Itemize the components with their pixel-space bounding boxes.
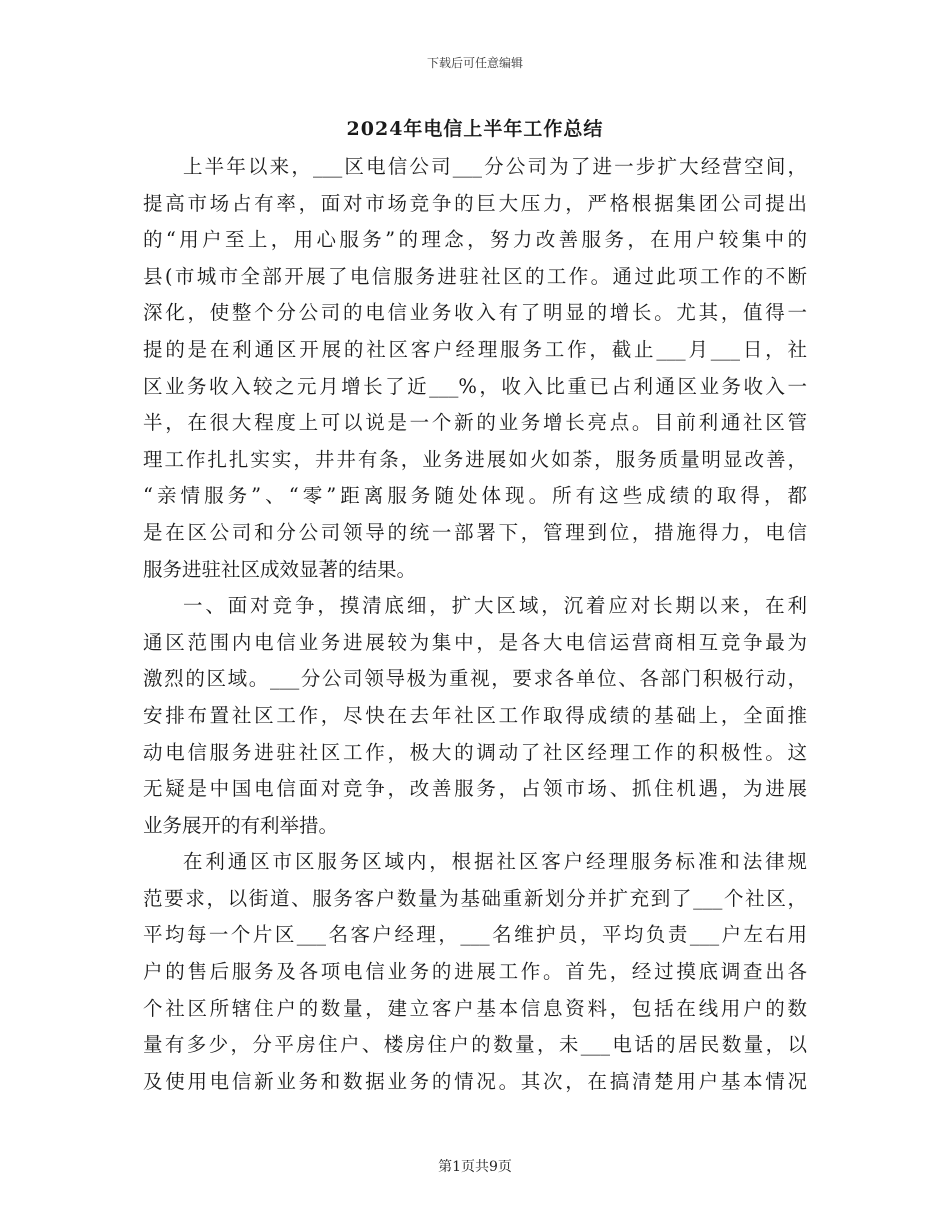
body-line: 区业务收入较之元月增长了近___%，收入比重已占利通区业务收入一 xyxy=(143,374,807,398)
header-note: 下载后可任意编辑 xyxy=(426,56,523,70)
body-line: 动电信服务进驻社区工作，极大的调动了社区经理工作的积极性。这 xyxy=(143,740,807,764)
body-line: “亲情服务”、“零”距离服务随处体现。所有这些成绩的取得，都 xyxy=(143,484,807,508)
body-line: 量有多少，分平房住户、楼房住户的数量，未___电话的居民数量，以 xyxy=(143,1033,807,1057)
body-line: 无疑是中国电信面对竞争，改善服务，占领市场、抓住机遇，为进展 xyxy=(143,777,807,801)
document-title: 2024年电信上半年工作总结 xyxy=(346,118,604,140)
body-line: 激烈的区域。___分公司领导极为重视，要求各单位、各部门积极行动， xyxy=(143,667,807,691)
body-line: 提的是在利通区开展的社区客户经理服务工作，截止___月___日，社 xyxy=(143,337,807,361)
body-line: 通区范围内电信业务进展较为集中，是各大电信运营商相互竞争最为 xyxy=(143,630,807,654)
body-line: 安排布置社区工作，尽快在去年社区工作取得成绩的基础上，全面推 xyxy=(143,703,807,727)
body-line: 理工作扎扎实实，井井有条，业务进展如火如荼，服务质量明显改善， xyxy=(143,447,807,471)
body-line: 个社区所辖住户的数量，建立客户基本信息资料，包括在线用户的数 xyxy=(143,996,807,1020)
body-line: 在利通区市区服务区域内，根据社区客户经理服务标准和法律规 xyxy=(183,850,807,874)
page-number: 第1页共9页 xyxy=(438,1159,512,1175)
body-line: 业务展开的有利举措。 xyxy=(143,813,339,837)
body-line: 提高市场占有率，面对市场竞争的巨大压力，严格根据集团公司提出 xyxy=(143,191,807,215)
body-line: 及使用电信新业务和数据业务的情况。其次，在搞清楚用户基本情况 xyxy=(143,1069,807,1093)
body-line: 范要求，以街道、服务客户数量为基础重新划分并扩充到了___个社区， xyxy=(143,886,807,910)
body-line: 一、面对竞争，摸清底细，扩大区域，沉着应对长期以来，在利 xyxy=(183,594,807,618)
body-line: 平均每一个片区___名客户经理，___名维护员，平均负责___户左右用 xyxy=(143,923,807,947)
body-line: 服务进驻社区成效显著的结果。 xyxy=(143,557,417,581)
body-line: 县(市城市全部开展了电信服务进驻社区的工作。通过此项工作的不断 xyxy=(143,264,807,288)
body-line: 户的售后服务及各项电信业务的进展工作。首先，经过摸底调查出各 xyxy=(143,960,807,984)
body-line: 是在区公司和分公司领导的统一部署下，管理到位，措施得力，电信 xyxy=(143,520,807,544)
body-line: 上半年以来，___区电信公司___分公司为了进一步扩大经营空间， xyxy=(183,155,807,178)
document-body xyxy=(143,149,807,1100)
body-line: 半，在很大程度上可以说是一个新的业务增长亮点。目前利通社区管 xyxy=(143,411,807,435)
body-line: 的“用户至上，用心服务”的理念，努力改善服务，在用户较集中的 xyxy=(143,228,807,252)
body-line: 深化，使整个分公司的电信业务收入有了明显的增长。尤其，值得一 xyxy=(143,301,807,325)
